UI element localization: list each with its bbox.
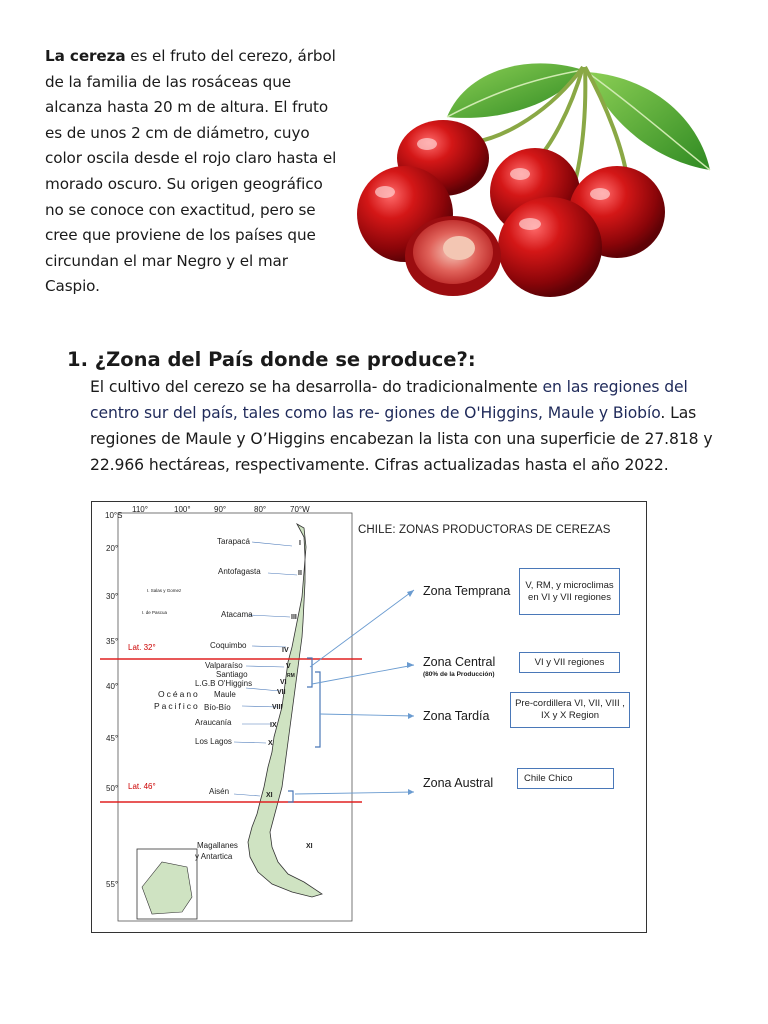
zone-box-temprana: V, RM, y microclimas en VI y VII regiones	[519, 568, 620, 615]
intro-text: es el fruto del cerezo, árbol de la familia de las rosáceas que alcanza hasta 20 m de altura. El fruto es de unos 2 cm de diámetro, cuyo color oscila desde el rojo claro hasta el morado oscuro. Su origen geográfico no se conoce con exactitud, pero se cree que proviene de los países que circundan el mar Negro y el mar Caspio.	[45, 47, 337, 296]
intro-paragraph	[45, 44, 345, 300]
region-number: I	[299, 540, 301, 547]
zone-label-tardia: Zona Tardía	[423, 709, 490, 723]
region-label: Aisén	[209, 787, 230, 796]
intro-bold-term: La cereza	[45, 47, 126, 65]
region-label: y Antartica	[195, 852, 233, 861]
section-heading: 1. ¿Zona del País donde se produce?:	[67, 348, 476, 371]
region-number: VI	[280, 679, 287, 686]
grid-top-label: 90°	[214, 505, 227, 514]
grid-left-label: 55°	[106, 880, 119, 889]
region-label: Atacama	[221, 610, 253, 619]
grid-left-label: 40°	[106, 682, 119, 691]
region-label: Maule	[214, 690, 236, 699]
grid-top-label: 80°	[254, 505, 267, 514]
region-number: III	[291, 614, 297, 621]
para-part-2: . Las regiones de Maule y O’Higgins encabezan la lista con una superficie de 27.818 y 22.966 hectáreas, respectivamente. Cifras actualizadas hasta el año 2022.	[90, 404, 713, 474]
para-highlight: en las regiones del centro sur del país, tales como las re- giones de O'Higgins, Maule y Biobío	[90, 378, 688, 422]
island-label: I. Salas y Gomez	[147, 588, 182, 593]
region-label: Los Lagos	[195, 737, 232, 746]
zone-central-note: (80% de la Producción)	[423, 671, 495, 678]
region-number: IX	[270, 722, 277, 729]
region-label: Tarapacá	[217, 537, 250, 546]
lat-label: Lat. 32°	[128, 643, 156, 652]
grid-top-label: 100°	[174, 505, 191, 514]
region-number: XI	[266, 792, 273, 799]
grid-left-label: 50°	[106, 784, 119, 793]
region-label: Coquimbo	[210, 641, 247, 650]
region-number: VII	[277, 689, 286, 696]
grid-top-label: 70°W	[290, 505, 310, 514]
grid-left-label: 45°	[106, 734, 119, 743]
grid-left-label: 20°	[106, 544, 119, 553]
region-label: Antofagasta	[218, 567, 261, 576]
cherry-zones-map	[91, 501, 647, 933]
zone-box-tardia: Pre-cordillera VI, VII, VIII , IX y X Region	[510, 692, 630, 728]
zone-box-central: VI y VII regiones	[519, 652, 620, 673]
cherries-image	[355, 52, 730, 300]
map-title: CHILE: ZONAS PRODUCTORAS DE CEREZAS	[358, 524, 611, 536]
region-label: Valparaíso	[205, 661, 243, 670]
section-paragraph	[90, 374, 730, 478]
zone-box-austral: Chile Chico	[517, 768, 614, 789]
region-number: XI	[306, 843, 313, 850]
ocean-label: Pacifico	[154, 701, 200, 711]
grid-left-label: 30°	[106, 592, 119, 601]
region-number: VIII	[272, 704, 283, 711]
para-part-1: El cultivo del cerezo se ha desarrolla- do tradicionalmente	[90, 378, 543, 396]
region-label: Araucanía	[195, 718, 232, 727]
region-number: IV	[282, 647, 289, 654]
grid-left-label: 10°S	[105, 511, 123, 520]
region-number: II	[298, 570, 302, 577]
island-label: I. de Pascua	[142, 610, 168, 615]
grid-top-label: 110°	[132, 505, 148, 514]
zone-label-austral: Zona Austral	[423, 776, 494, 790]
ocean-label: Océano	[158, 689, 200, 699]
region-number: X	[268, 740, 273, 747]
region-label: Magallanes	[197, 841, 238, 850]
region-number: RM	[287, 673, 295, 679]
region-label: Bío-Bío	[204, 703, 231, 712]
region-number: V	[286, 663, 291, 670]
region-label: L.G.B O'Higgins	[195, 679, 253, 688]
zone-label-temprana: Zona Temprana	[423, 584, 511, 598]
region-label: Santiago	[216, 670, 248, 679]
lat-label: Lat. 46°	[128, 782, 156, 791]
zone-label-central: Zona Central	[423, 655, 496, 669]
grid-left-label: 35°	[106, 637, 119, 646]
